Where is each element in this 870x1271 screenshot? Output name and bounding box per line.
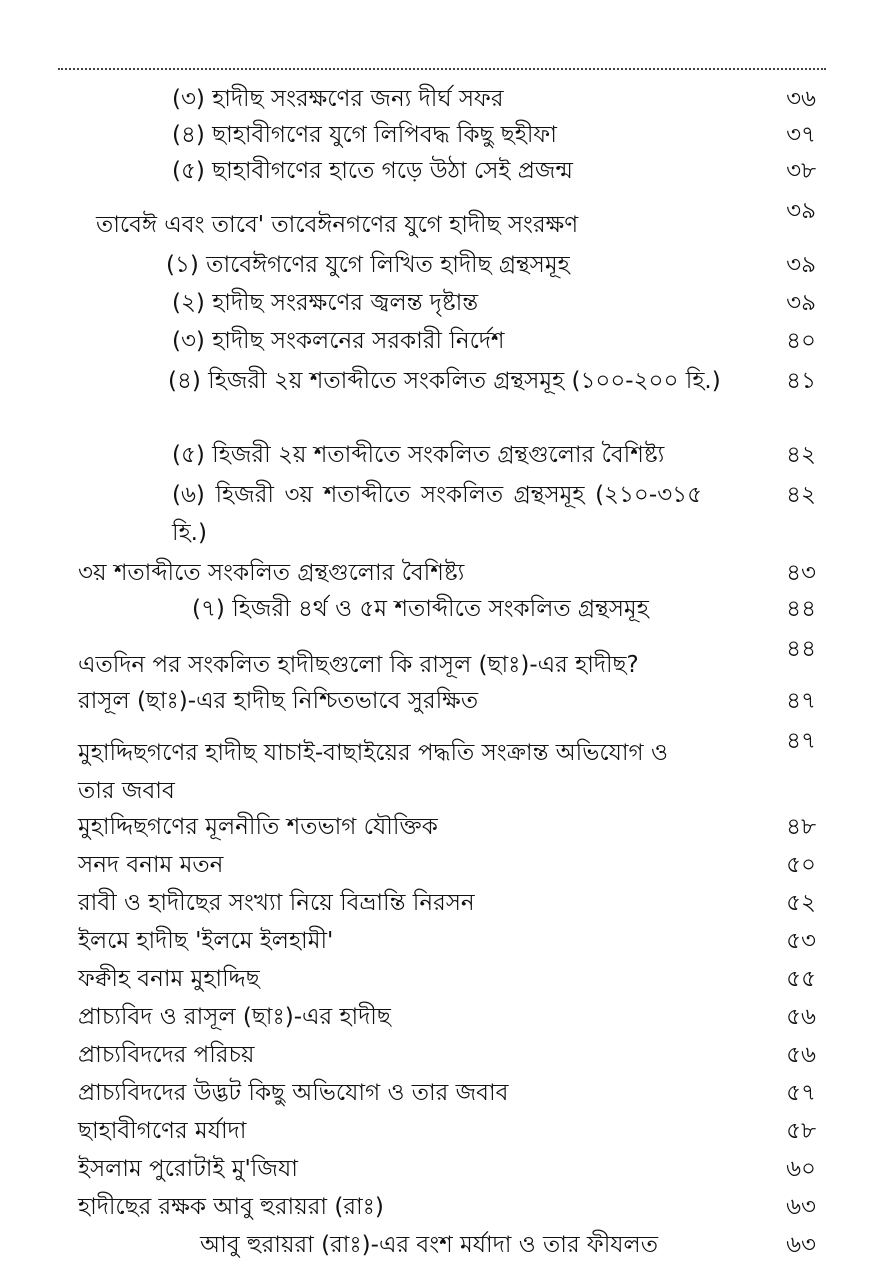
- toc-title: (২) হাদীছ সংরক্ষণের জ্বলন্ত দৃষ্টান্ত: [172, 290, 479, 316]
- toc-page-number: ৫০: [786, 852, 816, 878]
- toc-title: ফক্বীহ বনাম মুহাদ্দিছ: [78, 966, 260, 992]
- toc-page-number: ৬৩: [786, 1232, 816, 1258]
- toc-title: (৪) ছাহাবীগণের যুগে লিপিবদ্ধ কিছু ছহীফা: [172, 122, 557, 148]
- top-dotted-rule: [58, 68, 826, 70]
- toc-page-number: ৩৮: [786, 158, 816, 184]
- toc-title: ইলমে হাদীছ 'ইলমে ইলহামী': [78, 928, 334, 954]
- toc-title: (৬) হিজরী ৩য় শতাব্দীতে সংকলিত গ্রন্থসমূহ (২১০-৩১৫ হি.): [172, 482, 702, 546]
- toc-title: (৫) হিজরী ২য় শতাব্দীতে সংকলিত গ্রন্থগুলোর বৈশিষ্ট্য: [172, 442, 665, 468]
- toc-page-number: ৪৭: [786, 688, 816, 714]
- toc-title: (৩) হাদীছ সংকলনের সরকারী নির্দেশ: [172, 328, 505, 354]
- toc-page-number: ৩৭: [786, 122, 816, 148]
- toc-page-number: ৫৫: [786, 966, 816, 992]
- toc-title: তাবেঈ এবং তাবে' তাবেঈনগণের যুগে হাদীছ সংরক্ষণ: [96, 212, 579, 238]
- toc-title: (৪) হিজরী ২য় শতাব্দীতে সংকলিত গ্রন্থসমূহ (১০০-২০০ হি.): [168, 368, 721, 394]
- toc-page-number: ৫৮: [786, 1118, 816, 1144]
- toc-title: (৫) ছাহাবীগণের হাতে গড়ে উঠা সেই প্রজন্ম: [172, 158, 573, 184]
- toc-title: হাদীছের রক্ষক আবু হুরায়রা (রাঃ): [78, 1194, 384, 1220]
- toc-page-number: ৪০: [786, 328, 816, 354]
- toc-page-number: ৪৪: [786, 636, 816, 662]
- toc-title: ৩য় শতাব্দীতে সংকলিত গ্রন্থগুলোর বৈশিষ্ট্য: [78, 560, 465, 586]
- toc-title: সনদ বনাম মতন: [78, 852, 224, 878]
- toc-title: মুহাদ্দিছগণের মূলনীতি শতভাগ যৌক্তিক: [78, 814, 438, 840]
- toc-page-number: ৪৭: [786, 728, 816, 754]
- toc-page-number: ৩৯: [786, 290, 816, 316]
- toc-title: রাসূল (ছাঃ)-এর হাদীছ নিশ্চিতভাবে সুরক্ষিত: [78, 688, 479, 714]
- toc-page-number: ৩৬: [786, 86, 816, 112]
- toc-page-number: ৪২: [786, 442, 816, 468]
- toc-page-number: ৬০: [786, 1156, 816, 1182]
- toc-title: প্রাচ্যবিদদের পরিচয়: [78, 1042, 255, 1068]
- toc-page-number: ৫৩: [786, 928, 816, 954]
- toc-page-number: ৫২: [786, 890, 816, 916]
- toc-page-number: ৬৩: [786, 1194, 816, 1220]
- toc-title: ছাহাবীগণের মর্যাদা: [78, 1118, 247, 1144]
- toc-page-number: ৪৩: [786, 560, 816, 586]
- toc-title: ইসলাম পুরোটাই মু'জিযা: [78, 1156, 298, 1182]
- toc-title: (১) তাবেঈগণের যুগে লিখিত হাদীছ গ্রন্থসমূহ: [166, 252, 570, 278]
- toc-page-number: ৫৭: [786, 1080, 816, 1106]
- toc-title: মুহাদ্দিছগণের হাদীছ যাচাই-বাছাইয়ের পদ্ধতি সংক্রান্ত অভিযোগ ও তার জবাব: [78, 740, 668, 804]
- toc-page-number: ৫৬: [786, 1042, 816, 1068]
- toc-title: (৩) হাদীছ সংরক্ষণের জন্য দীর্ঘ সফর: [172, 86, 504, 112]
- toc-page-number: ৩৯: [786, 252, 816, 278]
- toc-title: রাবী ও হাদীছের সংখ্যা নিয়ে বিভ্রান্তি নিরসন: [78, 890, 475, 916]
- toc-title: আবু হুরায়রা (রাঃ)-এর বংশ মর্যাদা ও তার ফীযলত: [200, 1232, 658, 1258]
- toc-page-number: ৪২: [786, 482, 816, 508]
- toc-page-number: ৪৪: [786, 596, 816, 622]
- toc-page-number: ৪১: [786, 368, 816, 394]
- toc-page-number: ৫৬: [786, 1004, 816, 1030]
- toc-title: প্রাচ্যবিদ ও রাসূল (ছাঃ)-এর হাদীছ: [78, 1004, 391, 1030]
- toc-title: এতদিন পর সংকলিত হাদীছগুলো কি রাসূল (ছাঃ)-এর হাদীছ?: [78, 652, 639, 678]
- toc-page-number: ৪৮: [786, 814, 816, 840]
- toc-page-number: ৩৯: [786, 198, 816, 224]
- toc-title: (৭) হিজরী ৪র্থ ও ৫ম শতাব্দীতে সংকলিত গ্রন্থসমূহ: [192, 596, 649, 622]
- toc-title: প্রাচ্যবিদদের উদ্ভট কিছু অভিযোগ ও তার জবাব: [78, 1080, 509, 1106]
